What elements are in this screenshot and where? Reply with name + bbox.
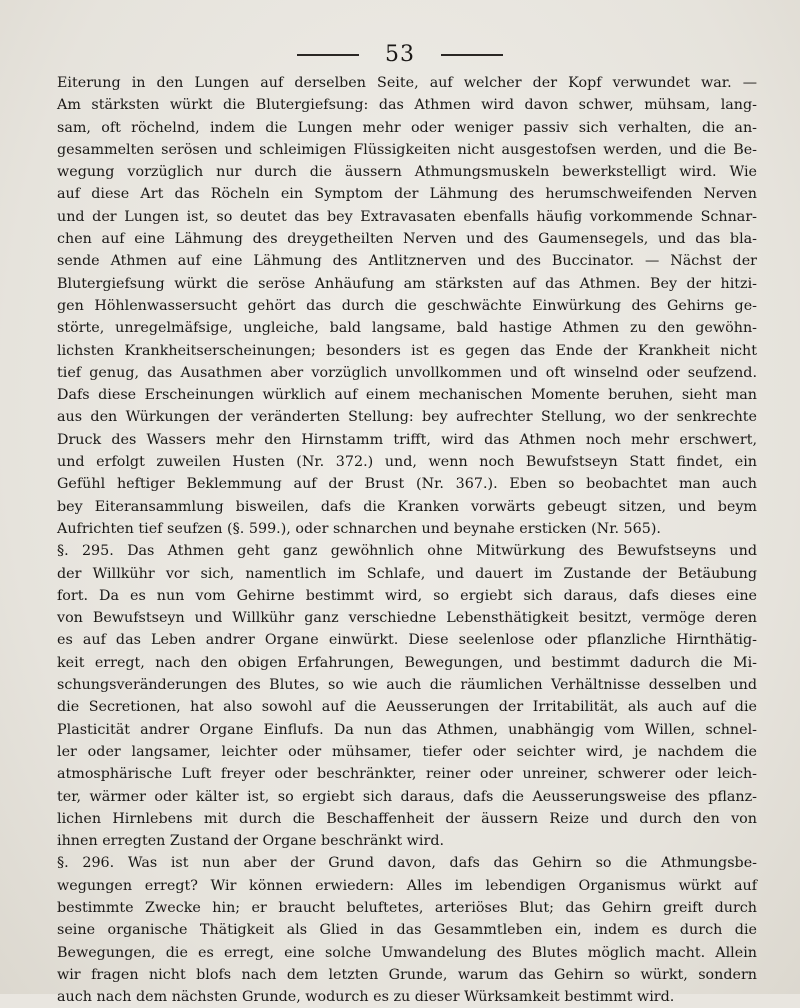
text-line: seine organische Thätigkeit als Glied in das Gesammtleben ein, indem es durch die (57, 922, 757, 939)
text-line: keit erregt, nach den obigen Erfahrungen, Bewegungen, und bestimmt dadurch die Mi- (57, 654, 757, 671)
page-header (0, 40, 800, 70)
page-number: 53 (385, 42, 415, 67)
text-line: sam, oft röchelnd, indem die Lungen mehr oder weniger passiv sich verhalten, die an- (57, 119, 757, 136)
text-line: auch nach dem nächsten Grunde, wodurch es zu dieser Würksamkeit bestimmt wird. (57, 989, 675, 1006)
text-line: Blutergiefsung würkt die seröse Anhäufung am stärksten auf das Athmen. Bey der hitzi- (57, 275, 757, 292)
paragraph-p3 (57, 852, 757, 1008)
text-line: gesammelten serösen und schleimigen Flüssigkeiten nicht ausgestofsen werden, und die Be- (57, 141, 757, 158)
paragraph-p2 (57, 540, 757, 852)
header-rule-right (441, 54, 503, 56)
paragraph-p1 (57, 72, 757, 540)
text-line: schungsveränderungen des Blutes, so wie auch die räumlichen Verhältnisse desselben und (57, 677, 757, 694)
text-line: §. 296. Was ist nun aber der Grund davon, dafs das Gehirn so die Athmungsbe- (57, 855, 757, 872)
text-line: es auf das Leben andrer Organe einwürkt. Diese seelenlose oder pflanzliche Hirnthätig- (57, 632, 757, 649)
text-line: tief genug, das Ausathmen aber vorzüglich unvollkommen und oft winselnd oder seufzend. (57, 364, 757, 381)
text-line: chen auf eine Lähmung des dreygetheilten Nerven und des Gaumensegels, und das bla- (57, 231, 757, 248)
text-line: wir fragen nicht blofs nach dem letzten Grunde, warum das Gehirn so würkt, sondern (57, 966, 757, 983)
text-line: bey Eiteransammlung bisweilen, dafs die Kranken vorwärts gebeugt sitzen, und beym (57, 498, 757, 515)
text-line: wegung vorzüglich nur durch die äussern Athmungsmuskeln bewerkstelligt wird. Wie (57, 164, 757, 181)
text-line: störte, unregelmäfsige, ungleiche, bald langsame, bald hastige Athmen zu den gewöhn- (57, 320, 757, 337)
text-line: aus den Würkungen der veränderten Stellung: bey aufrechter Stellung, wo der senkrechte (57, 409, 757, 426)
text-line: Am stärksten würkt die Blutergiefsung: das Athmen wird davon schwer, mühsam, lang- (57, 97, 757, 114)
text-line: ler oder langsamer, leichter oder mühsamer, tiefer oder seichter wird, je nachdem die (57, 743, 757, 760)
text-line: gen Höhlenwassersucht gehört das durch die geschwächte Einwürkung des Gehirns ge- (57, 297, 757, 314)
text-line: atmosphärische Luft freyer oder beschränkter, reiner oder unreiner, schwerer oder leich- (57, 766, 757, 783)
text-line: von Bewufstseyn und Willkühr ganz verschiedne Lebensthätigkeit besitzt, vermöge deren (57, 610, 757, 627)
text-line: Eiterung in den Lungen auf derselben Seite, auf welcher der Kopf verwundet war. — (57, 75, 757, 91)
text-line: fort. Da es nun vom Gehirne bestimmt wird, so ergiebt sich daraus, dafs dieses eine (57, 587, 757, 604)
text-line: Bewegungen, die es erregt, eine solche Umwandelung des Blutes möglich macht. Allein (57, 944, 757, 961)
text-line: Plasticität andrer Organe Einflufs. Da nun das Athmen, unabhängig vom Willen, schnel- (57, 721, 757, 738)
text-line: auf diese Art das Röcheln ein Symptom der Lähmung des herumschweifenden Nerven (57, 186, 757, 203)
text-line: Aufrichten tief seufzen (§. 599.), oder schnarchen und beynahe ersticken (Nr. 565). (57, 520, 661, 537)
text-line: §. 295. Das Athmen geht ganz gewöhnlich ohne Mitwürkung des Bewufstseyns und (57, 543, 757, 560)
text-line: sende Athmen auf eine Lähmung des Antlitznerven und des Buccinator. — Nächst der (57, 253, 757, 270)
text-line: bestimmte Zwecke hin; er braucht beluftetes, arteriöses Blut; das Gehirn greift durch (57, 899, 757, 916)
text-line: ter, wärmer oder kälter ist, so ergiebt sich daraus, dafs die Aeusserungsweise des pflanz- (57, 788, 757, 805)
text-line: wegungen erregt? Wir können erwiedern: Alles im lebendigen Organismus würkt auf (57, 877, 757, 894)
text-line: ihnen erregten Zustand der Organe beschränkt wird. (57, 833, 445, 850)
header-rule-left (297, 54, 359, 56)
body-text (57, 72, 757, 1008)
text-line: Dafs diese Erscheinungen würklich auf einem mechanischen Momente beruhen, sieht man (57, 387, 757, 404)
text-line: die Secretionen, hat also sowohl auf die Aeusserungen der Irritabilität, als auch auf die (57, 699, 757, 716)
text-line: und der Lungen ist, so deutet das bey Extravasaten ebenfalls häufig vorkommende Schnar- (57, 208, 757, 225)
text-line: der Willkühr vor sich, namentlich im Schlafe, und dauert im Zustande der Betäubung (57, 565, 757, 582)
text-line: Druck des Wassers mehr den Hirnstamm trifft, wird das Athmen noch mehr erschwert, (57, 431, 757, 448)
text-line: und erfolgt zuweilen Husten (Nr. 372.) und, wenn noch Bewufstseyn Statt findet, ein (57, 454, 757, 471)
text-line: Gefühl heftiger Beklemmung auf der Brust (Nr. 367.). Eben so beobachtet man auch (57, 476, 757, 493)
text-line: lichen Hirnlebens mit durch die Beschaffenheit der äussern Reize und durch den von (57, 810, 757, 827)
text-line: lichsten Krankheitserscheinungen; besonders ist es gegen das Ende der Krankheit nicht (57, 342, 757, 359)
